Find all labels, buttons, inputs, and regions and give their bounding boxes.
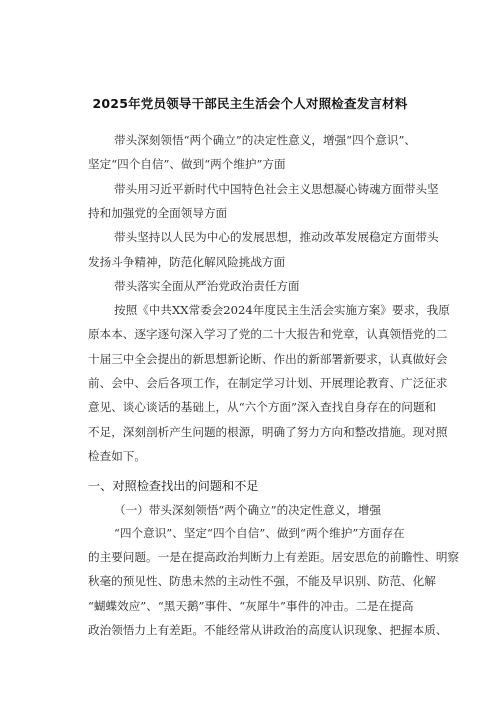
body-line: 政治领悟力上有差距。不能经常从讲政治的高度认识现象、把握本质、 (88, 623, 448, 637)
body-line: 秋毫的预见性、防患未然的主动性不强，不能及早识别、防范、化解 (88, 574, 436, 589)
document-title: 2025年党员领导干部民主生活会个人对照检查发言材料 (92, 96, 408, 111)
intro-line: 原本本、逐字逐句深入学习了党的二十大报告和党章，认真领悟党的二 (88, 327, 448, 342)
intro-line: 意见、谈心谈话的基础上，从“六个方面”深入查找自身存在的问题和 (88, 400, 437, 415)
topic-line: 带头用习近平新时代中国特色社会主义思想凝心铸魂方面带头坚 (114, 181, 439, 196)
intro-line: 按照《中共XX常委会2024年度民主生活会实施方案》要求，我原 (114, 303, 450, 318)
intro-line: 十届三中全会提出的新思想新论断、作出的新部署新要求，认真做好会 (88, 351, 448, 366)
topic-line: 坚定“四个自信”、做到“两个维护”方面 (88, 157, 286, 172)
topic-line: 发扬斗争精神，防范化解风险挑战方面 (88, 254, 286, 269)
topic-line: 带头落实全面从严治党政治责任方面 (114, 278, 300, 293)
body-line: “四个意识”、坚定“四个自信”、做到“两个维护”方面存在 (114, 525, 405, 540)
subsection-heading: （一）带头深刻领悟“两个确立”的决定性意义，增强 (114, 502, 381, 517)
topic-line: 带头坚持以人民为中心的发展思想，推动改革发展稳定方面带头 (114, 230, 439, 245)
intro-line: 检查如下。 (88, 448, 146, 463)
intro-line: 前、会中、会后各项工作，在制定学习计划、开展理论教育、广泛征求 (88, 376, 448, 390)
body-line: “蝴蝶效应”、“黑天鹅”事件、“灰犀牛”事件的冲击。二是在提高 (88, 598, 414, 613)
topic-line: 持和加强党的全面领导方面 (88, 205, 228, 220)
intro-line: 不足，深刻剖析产生问题的根源，明确了努力方向和整改措施。现对照 (88, 424, 448, 439)
section-heading: 一、对照检查找出的问题和不足 (88, 479, 259, 494)
topic-line: 带头深刻领悟“两个确立”的决定性意义，增强“四个意识”、 (114, 133, 416, 147)
body-line: 的主要问题。一是在提高政治判断力上有差距。居安思危的前瞻性、明察 (88, 550, 460, 565)
